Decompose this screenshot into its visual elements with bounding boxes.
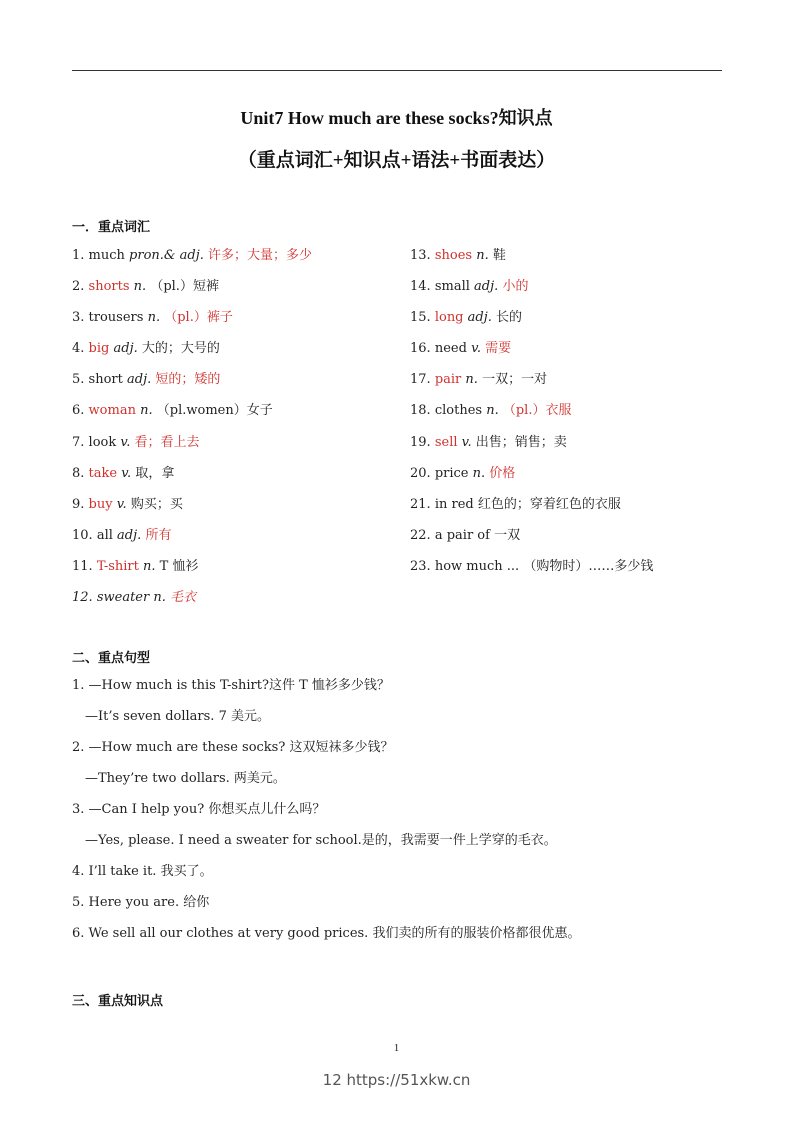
vocab-number: 7. bbox=[72, 434, 85, 450]
vocab-pos: adj. bbox=[117, 527, 142, 543]
vocab-pos: n. bbox=[486, 403, 499, 419]
vocab-item bbox=[72, 244, 392, 275]
vocab-word: take bbox=[88, 465, 118, 481]
vocab-number: 10. bbox=[72, 527, 93, 543]
vocab-meaning: 取，拿 bbox=[135, 465, 175, 481]
sentence-item: 3. —Can I help you? 你想买点儿什么吗？ bbox=[72, 802, 326, 817]
vocab-word: small bbox=[434, 279, 470, 295]
sentence-item: 4. I’ll take it. 我买了。 bbox=[72, 864, 213, 879]
vocab-item bbox=[72, 399, 392, 430]
vocab-word: how much ... bbox=[434, 558, 520, 574]
vocab-meaning: 需要 bbox=[485, 341, 512, 357]
vocab-item bbox=[72, 275, 392, 306]
vocab-number: 17. bbox=[410, 372, 431, 388]
vocab-item bbox=[410, 244, 730, 275]
vocab-item bbox=[410, 431, 730, 462]
vocab-number: 11. bbox=[72, 558, 93, 574]
vocab-meaning: 看；看上去 bbox=[134, 434, 200, 450]
vocab-word: big bbox=[88, 341, 110, 357]
vocab-number: 19. bbox=[410, 434, 431, 450]
sentence-item: 2. —How much are these socks? 这双短袜多少钱？ bbox=[72, 740, 394, 755]
vocab-item bbox=[72, 555, 392, 586]
vocab-item bbox=[72, 462, 392, 493]
vocab-meaning: （pl.women）女子 bbox=[156, 403, 273, 419]
vocab-pos: n. bbox=[153, 590, 166, 606]
vocab-meaning: 小的 bbox=[502, 279, 529, 295]
vocab-number: 2. bbox=[72, 279, 85, 295]
vocab-number: 22. bbox=[410, 527, 431, 543]
vocab-number: 16. bbox=[410, 341, 431, 357]
vocab-word: trousers bbox=[88, 310, 144, 326]
vocab-meaning: 许多；大量；多少 bbox=[208, 248, 313, 263]
vocab-meaning: （购物时）……多少钱 bbox=[523, 558, 654, 574]
vocab-number: 3. bbox=[72, 310, 85, 326]
watermark-url: 12 https://51xkw.cn bbox=[322, 1071, 471, 1089]
sentence-item: 1. —How much is this T-shirt?这件 T 恤衫多少钱？ bbox=[72, 678, 390, 693]
vocab-word: long bbox=[434, 310, 464, 326]
vocab-pos: v. bbox=[471, 341, 481, 357]
vocab-number: 4. bbox=[72, 341, 85, 357]
vocab-number: 21. bbox=[410, 496, 431, 512]
vocab-pos: n. bbox=[147, 310, 161, 326]
vocab-pos: n. bbox=[472, 465, 486, 481]
vocab-word: need bbox=[434, 341, 467, 357]
section-heading-knowledge: 三、重点知识点 bbox=[72, 994, 164, 1009]
vocab-item bbox=[72, 586, 392, 617]
vocab-pos: adj. bbox=[127, 372, 152, 388]
vocab-pos: adj. bbox=[467, 310, 492, 326]
vocab-number: 14. bbox=[410, 279, 431, 295]
vocab-item bbox=[72, 524, 392, 555]
vocab-word: much bbox=[88, 248, 125, 263]
vocab-pos: v. bbox=[121, 465, 132, 481]
vocab-number: 5. bbox=[72, 372, 85, 388]
vocab-meaning: 购买；买 bbox=[130, 496, 183, 512]
page-title: Unit7 How much are these socks?知识点 bbox=[240, 108, 553, 128]
vocab-pos: adj. bbox=[113, 341, 138, 357]
vocab-word: sell bbox=[434, 434, 458, 450]
vocab-number: 8. bbox=[72, 465, 85, 481]
vocab-word: pair bbox=[434, 372, 462, 388]
vocab-number: 12. bbox=[72, 590, 93, 606]
sentence-item: —Yes, please. I need a sweater for school.是的，我需要一件上学穿的毛衣。 bbox=[85, 833, 557, 848]
vocab-pos: v. bbox=[116, 496, 127, 512]
vocab-meaning: 红色的；穿着红色的衣服 bbox=[477, 496, 621, 512]
vocab-word: shorts bbox=[88, 279, 130, 295]
page-subtitle: （重点词汇+知识点+语法+书面表达） bbox=[237, 150, 556, 171]
vocab-meaning: 短的；矮的 bbox=[155, 372, 221, 388]
vocab-item bbox=[410, 306, 730, 337]
vocab-meaning: 价格 bbox=[489, 465, 516, 481]
vocab-column-left bbox=[72, 244, 392, 617]
vocab-pos: n. bbox=[476, 248, 489, 263]
vocab-item bbox=[410, 275, 730, 306]
vocab-column-right bbox=[410, 244, 730, 586]
vocab-item bbox=[410, 337, 730, 368]
vocab-number: 15. bbox=[410, 310, 431, 326]
vocab-pos: n. bbox=[140, 403, 153, 419]
vocab-item bbox=[72, 493, 392, 524]
vocab-word: buy bbox=[88, 496, 113, 512]
vocab-item bbox=[410, 368, 730, 399]
vocab-word: woman bbox=[88, 403, 136, 419]
header-rule bbox=[72, 70, 722, 71]
sentence-item: 5. Here you are. 给你 bbox=[72, 895, 210, 910]
vocab-word: clothes bbox=[434, 403, 483, 419]
vocab-pos: pron.& adj. bbox=[129, 248, 204, 263]
vocab-meaning: 鞋 bbox=[492, 248, 506, 263]
vocab-number: 18. bbox=[410, 403, 431, 419]
sentence-item: —They’re two dollars. 两美元。 bbox=[85, 771, 286, 786]
vocab-word: short bbox=[88, 372, 123, 388]
vocab-meaning: T 恤衫 bbox=[159, 558, 199, 574]
vocab-word: T-shirt bbox=[96, 558, 139, 574]
vocab-pos: v. bbox=[461, 434, 472, 450]
vocab-meaning: 长的 bbox=[496, 310, 523, 326]
vocab-item bbox=[410, 524, 730, 555]
vocab-item bbox=[72, 368, 392, 399]
vocab-number: 9. bbox=[72, 496, 85, 512]
vocab-word: in red bbox=[434, 496, 474, 512]
vocab-item bbox=[72, 306, 392, 337]
vocab-meaning: （pl.）衣服 bbox=[502, 403, 572, 419]
page-number: 1 bbox=[393, 1042, 400, 1054]
vocab-meaning: 毛衣 bbox=[170, 590, 197, 606]
vocab-item bbox=[410, 493, 730, 524]
vocab-number: 1. bbox=[72, 248, 85, 263]
vocab-item bbox=[410, 462, 730, 493]
vocab-word: all bbox=[96, 527, 113, 543]
vocab-meaning: （pl.）裤子 bbox=[164, 310, 233, 326]
vocab-number: 23. bbox=[410, 558, 431, 574]
section-heading-vocab: 一．重点词汇 bbox=[72, 220, 151, 235]
sentence-list bbox=[72, 675, 722, 954]
vocab-item bbox=[410, 399, 730, 430]
vocab-number: 13. bbox=[410, 248, 431, 263]
vocab-meaning: 所有 bbox=[145, 527, 172, 543]
vocab-number: 20. bbox=[410, 465, 431, 481]
vocab-word: shoes bbox=[434, 248, 473, 263]
vocab-meaning: 出售；销售；卖 bbox=[475, 434, 567, 450]
vocab-meaning: 一双；一对 bbox=[482, 372, 548, 388]
vocab-word: a pair of bbox=[434, 527, 490, 543]
vocab-pos: n. bbox=[465, 372, 478, 388]
vocab-word: price bbox=[434, 465, 469, 481]
vocab-item bbox=[72, 431, 392, 462]
vocab-pos: n. bbox=[143, 558, 156, 574]
vocab-meaning: 一双 bbox=[494, 527, 521, 543]
vocab-item bbox=[410, 555, 730, 586]
vocab-pos: v. bbox=[120, 434, 131, 450]
vocab-meaning: 大的；大号的 bbox=[141, 341, 220, 357]
vocab-word: sweater bbox=[96, 590, 150, 606]
sentence-item: 6. We sell all our clothes at very good prices. 我们卖的所有的服装价格都很优惠。 bbox=[72, 926, 581, 941]
vocab-pos: adj. bbox=[474, 279, 499, 295]
vocab-number: 6. bbox=[72, 403, 85, 419]
vocab-pos: n. bbox=[133, 279, 147, 295]
vocab-word: look bbox=[88, 434, 117, 450]
section-heading-sentences: 二、重点句型 bbox=[72, 651, 151, 666]
vocab-item bbox=[72, 337, 392, 368]
sentence-item: —It’s seven dollars. 7 美元。 bbox=[85, 709, 270, 724]
vocab-meaning: （pl.）短裤 bbox=[150, 279, 219, 295]
